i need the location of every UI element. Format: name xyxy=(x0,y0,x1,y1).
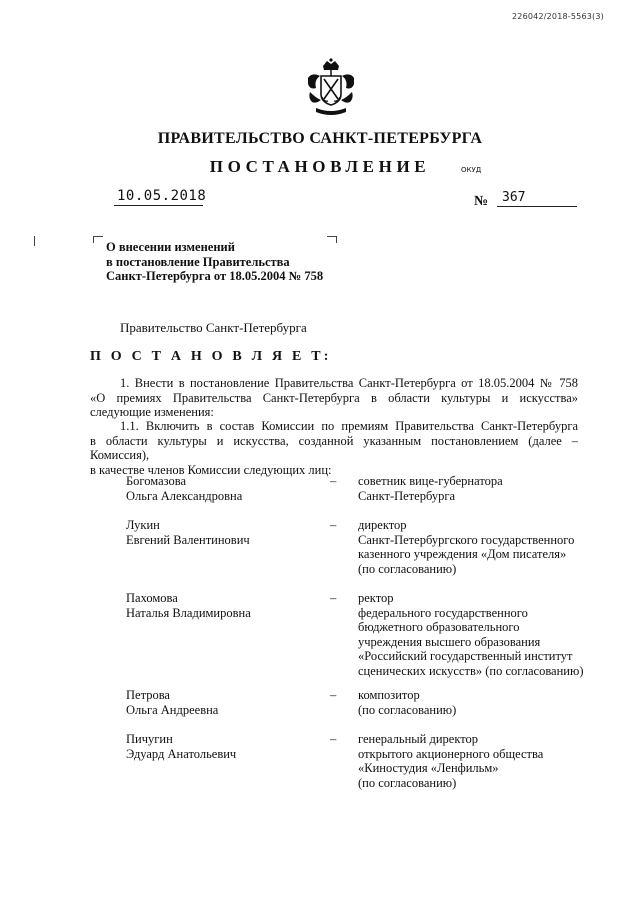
paragraph-line: 1.1. Включить в состав Комиссии по премиям Правительства Санкт-Петербурга xyxy=(120,419,578,433)
member-name: Богомазова Ольга Александровна xyxy=(126,474,243,503)
document-subject xyxy=(106,240,323,284)
member-name: Пичугин Эдуард Анатольевич xyxy=(126,732,237,761)
subject-corner-mark-left xyxy=(93,236,103,243)
paragraph-line: «О премиях Правительства Санкт-Петербурга в области культуры и искусства» xyxy=(90,390,578,405)
date-underline xyxy=(114,205,203,206)
member-dash: – xyxy=(330,518,337,532)
paragraph-line: 1. Внести в постановление Правительства Санкт-Петербурга от 18.05.2004 № 758 xyxy=(120,376,578,390)
number-label: № xyxy=(474,194,489,209)
paragraph-1-1 xyxy=(90,419,578,477)
member-role: ректор федерального государственного бюджетного образовательного учреждения высшего образования «Российский государственный институт сценических искусств» (по согласованию) xyxy=(358,591,584,678)
resolves-heading: П О С Т А Н О В Л Я Е Т: xyxy=(90,349,332,364)
member-dash: – xyxy=(330,732,337,746)
paragraph-line: следующие изменения: xyxy=(90,405,214,419)
document-type: ПОСТАНОВЛЕНИЕ xyxy=(209,157,431,176)
subject-line: Санкт-Петербурга от 18.05.2004 № 758 xyxy=(106,269,324,283)
member-dash: – xyxy=(330,688,337,702)
document-date: 10.05.2018 xyxy=(117,188,207,204)
member-dash: – xyxy=(330,474,337,488)
member-dash: – xyxy=(330,591,337,605)
number-underline xyxy=(497,206,577,207)
member-role: директор Санкт-Петербургского государственного казенного учреждения «Дом писателя» (по согласованию) xyxy=(358,518,575,576)
okud-label: ОКУД xyxy=(461,166,482,174)
member-name: Лукин Евгений Валентинович xyxy=(126,518,250,547)
issuing-authority: ПРАВИТЕЛЬСТВО САНКТ-ПЕТЕРБУРГА xyxy=(157,130,483,147)
member-role: советник вице-губернатора Санкт-Петербурга xyxy=(358,474,503,503)
margin-corner-mark xyxy=(34,236,39,246)
paragraph-line: в области культуры и искусства, созданной указанным постановлением (далее – Комиссия), xyxy=(90,433,578,462)
subject-corner-mark-right xyxy=(327,236,337,243)
subject-line: в постановление Правительства xyxy=(106,254,290,269)
resolving-body: Правительство Санкт-Петербурга xyxy=(120,320,307,335)
member-name: Петрова Ольга Андреевна xyxy=(126,688,219,717)
subject-line: О внесении изменений xyxy=(106,240,235,254)
member-name: Пахомова Наталья Владимировна xyxy=(126,591,251,620)
document-number: 367 xyxy=(502,190,526,205)
member-role: композитор (по согласованию) xyxy=(358,688,457,717)
coat-of-arms-icon xyxy=(302,58,360,118)
document-reference-number: 226042/2018-5563(3) xyxy=(512,12,604,21)
member-role: генеральный директор открытого акционерного общества «Киностудия «Ленфильм» (по согласованию) xyxy=(358,732,544,790)
paragraph-line: в качестве членов Комиссии следующих лиц: xyxy=(90,462,332,477)
paragraph-1 xyxy=(90,376,578,420)
